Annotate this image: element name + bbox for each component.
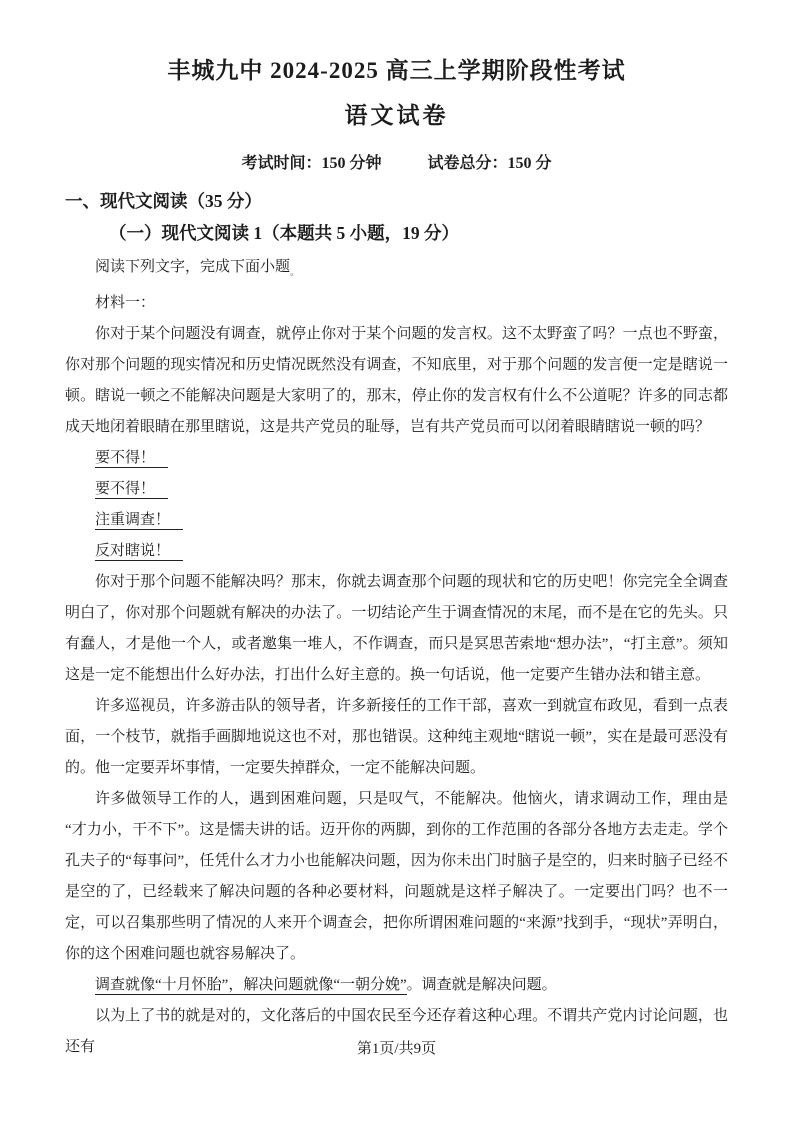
- subject-title: 语文试卷: [344, 102, 449, 128]
- subsection-heading-reading-1: （一）现代文阅读 1（本题共 5 小题，19 分）: [109, 223, 459, 244]
- page-number: 第1页/共9页: [356, 1041, 437, 1057]
- reading-instruction: [65, 252, 728, 288]
- slogan-text: 反对瞎说！: [95, 543, 183, 561]
- slogan-line: [65, 474, 728, 505]
- paper-body: [65, 189, 728, 1063]
- reading-material: [65, 252, 728, 1063]
- material-paragraph: 以为上了书的就是对的，文化落后的中国农民至今还存着这种心理。不谓共产党内讨论问题，也还有: [65, 1007, 728, 1055]
- slogan-line: [65, 505, 728, 536]
- material-paragraph: 你对于那个问题不能解决吗？那末，你就去调查那个问题的现状和它的历史吧！你完完全全调查明白了，你对那个问题就有解决的办法了。一切结论产生于调查情况的末尾，而不是在它的先头。只有蠢人，才是他一个人，或者邀集一堆人，不作调查，而只是冥思苦索地“想办法”，“打主意”。须知这是一定不能想出什么好办法，打出什么好主意的。换一句话说，他一定要产生错办法和错主意。: [65, 573, 728, 683]
- exam-time: 考试时间：150 分钟: [241, 154, 382, 172]
- material-paragraph: 你对于某个问题没有调查，就停止你对于某个问题的发言权。这不太野蛮了吗？一点也不野蛮，你对那个问题的现实情况和历史情况既然没有调查，不知底里，对于那个问题的发言便一定是瞎说一顿。瞎说一顿之不能解决问题是大家明了的，那末，停止你的发言权有什么不公道呢？许多的同志都成天地闭着眼睛在那里瞎说，这是共产党员的耻辱，岂有共产党员而可以闭着眼睛瞎说一顿的吗？: [65, 325, 728, 435]
- conclusion-paragraph: [65, 970, 728, 1001]
- exam-meta: [65, 150, 728, 173]
- total-score: 试卷总分：150 分: [427, 154, 552, 172]
- material-paragraph: 许多巡视员，许多游击队的领导者，许多新接任的工作干部，喜欢一到就宣布政见，看到一点表面，一个枝节，就指手画脚地说这也不对，那也错误。这种纯主观地“瞎说一顿”，实在是最可恶没有的。他一定要弄坏事情，一定要失掉群众，一定不能解决问题。: [65, 697, 728, 776]
- slogan-line: [65, 536, 728, 567]
- page-footer: [0, 1037, 793, 1058]
- paper-header: [65, 56, 728, 173]
- instruction-footnote-mark: 。: [290, 266, 300, 277]
- conclusion-underlined-text: 调查就像“十月怀胎”，解决问题就像“一朝分娩”: [95, 976, 407, 993]
- slogan-line: [65, 443, 728, 474]
- slogan-text: 要不得！: [95, 450, 168, 468]
- section-heading-modern-reading: 一、现代文阅读（35 分）: [65, 190, 262, 211]
- conclusion-rest-text: 。调查就是解决问题。: [406, 976, 557, 993]
- slogan-text: 注重调查！: [95, 512, 183, 530]
- slogan-text: 要不得！: [95, 481, 168, 499]
- exam-title: 丰城九中 2024-2025 高三上学期阶段性考试: [167, 58, 626, 83]
- material-paragraph: 许多做领导工作的人，遇到困难问题，只是叹气，不能解决。他恼火，请求调动工作，理由是“才力小，干不下”。这是懦夫讲的话。迈开你的两脚，到你的工作范围的各部分各地方去走走。学个孔夫子的“每事问”，任凭什么才力小也能解决问题，因为你未出门时脑子是空的，归来时脑子已经不是空的了，已经载来了解决问题的各种必要材料，问题就是这样子解决了。一定要出门吗？也不一定，可以召集那些明了情况的人来开个调查会，把你所谓困难问题的“来源”找到手，“现状”弄明白，你的这个困难问题也就容易解决了。: [65, 790, 728, 962]
- material-one-label: 材料一：: [95, 294, 156, 311]
- reading-instruction-text: 阅读下列文字，完成下面小题: [95, 258, 291, 275]
